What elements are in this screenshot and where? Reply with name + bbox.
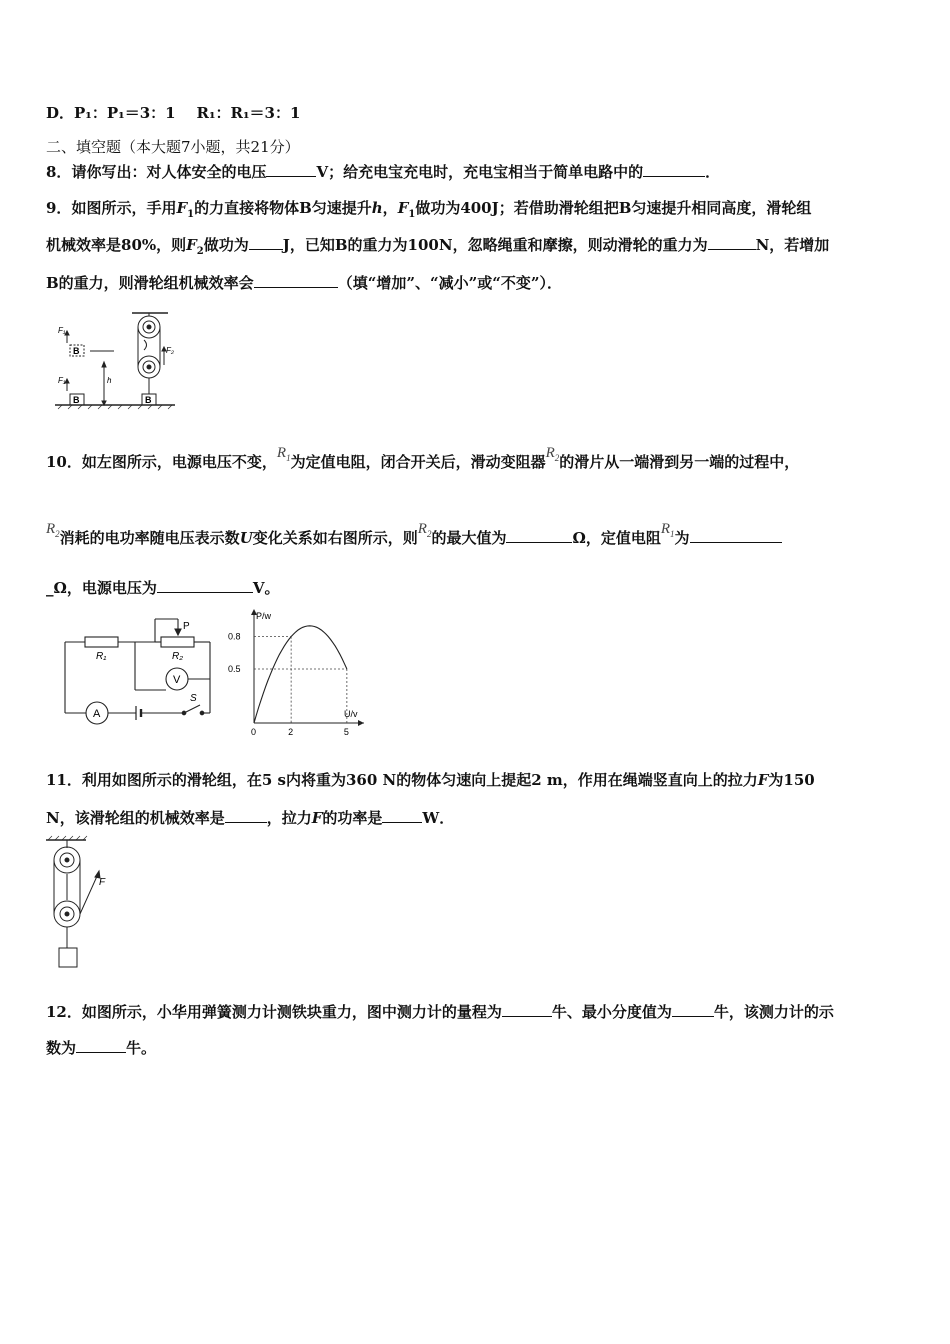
q9-text: B的重力，则滑轮组机械效率会	[46, 274, 254, 292]
fig-f1-label: F₁	[58, 376, 66, 385]
q10-r2-symbol: R	[46, 521, 56, 537]
circuit-a-label: A	[93, 708, 101, 720]
question-12-line-1	[46, 1001, 834, 1022]
q10-number: 10．	[46, 453, 82, 471]
q12-text: 牛。	[126, 1039, 157, 1057]
circuit-p-label: P	[183, 621, 190, 632]
q10-u-symbol: U	[239, 529, 253, 547]
q10-blank-1[interactable]	[506, 530, 572, 543]
q11-text: N，该滑轮组的机械效率是	[46, 809, 225, 827]
q8-number: 8．	[46, 163, 72, 181]
q10-text: 的滑片从一端滑到另一端的过程中，	[559, 453, 800, 471]
x-tick-label: 5	[343, 727, 349, 737]
fig-block-label: B	[73, 346, 80, 356]
q11-number: 11．	[46, 771, 82, 789]
question-10-line-3	[46, 577, 280, 598]
circuit-s-label: S	[190, 693, 197, 704]
q7-option-d	[46, 102, 300, 123]
q11-text: 利用如图所示的滑轮组，在5 s内将重为360 N的物体匀速向上提起2 m，作用在绳端竖直向上的拉力	[81, 771, 758, 789]
q8-text-b: V；给充电宝充电时，充电宝相当于简单电路中的	[316, 163, 644, 181]
q11-text: 为150	[768, 771, 815, 789]
q10-text: 的最大值为	[431, 529, 507, 547]
weight-block	[59, 948, 77, 967]
q9-f2-symbol: F	[186, 236, 197, 254]
question-9-line-3	[46, 272, 562, 293]
q12-number: 12．	[46, 1003, 82, 1021]
q9-text: ，	[382, 199, 398, 217]
x-axis-label: U/v	[344, 709, 358, 719]
q11-text: ，拉力	[266, 809, 312, 827]
q9-text: 做功为400J；若借助滑轮组把B匀速提升相同高度，滑轮组	[415, 199, 812, 217]
fig-block-label: B	[73, 395, 80, 405]
q11-text: W．	[422, 809, 455, 827]
q12-blank-2[interactable]	[672, 1004, 714, 1017]
q10-text: V。	[252, 579, 280, 597]
question-10-line-2: $R_2$消耗的电功率随电压表示数U变化关系如右图所示，则$R_2$的最大值为 Ω，定值电阻$R_1$为	[46, 527, 782, 549]
fig-f2-label: F₂	[166, 346, 174, 355]
q10-r1-symbol: R	[660, 521, 671, 537]
question-8	[46, 161, 720, 182]
q10-text: 为定值电阻，闭合开关后，滑动变阻器	[290, 453, 546, 471]
q10-r2-symbol: R	[545, 445, 555, 461]
q9-f1-symbol: F	[176, 199, 188, 217]
q9-text: 做功为	[203, 236, 249, 254]
r2-rheostat	[161, 637, 194, 647]
q7-option-r-ratio: R₁：R₁＝3：1	[196, 104, 301, 122]
q11-pulley-figure	[42, 834, 122, 974]
q10-text: Ω，定值电阻	[572, 529, 661, 547]
q9-f1-symbol: F	[397, 199, 409, 217]
q12-text: 牛，该测力计的示	[713, 1003, 834, 1021]
q8-text-c: ．	[705, 163, 721, 181]
q9-text: N，若增加	[755, 236, 830, 254]
fig-f1-label: F₁	[58, 326, 66, 335]
y-tick-label: 0.5	[228, 664, 241, 674]
q12-text: 牛、最小分度值为	[551, 1003, 672, 1021]
circuit-r1-label: R₁	[96, 651, 107, 662]
circuit-r2-label: R₂	[172, 651, 184, 662]
q10-circuit-diagram	[60, 615, 240, 727]
q10-power-voltage-chart	[226, 603, 372, 737]
q11-blank-1[interactable]	[225, 810, 267, 823]
q10-text: _Ω，电源电压为	[46, 579, 157, 597]
fig-h-label: h	[107, 376, 112, 385]
y-axis-label: P/w	[256, 611, 272, 621]
q8-text-a: 请你写出：对人体安全的电压	[71, 163, 267, 181]
q7-option-label: D．	[46, 104, 75, 122]
question-9-line-1: 9．如图所示，手用$F_1$的力直接将物体B匀速提升h，$F_1$做功为400J；若借助滑轮组把B匀速提升相同高度，滑轮组	[46, 199, 812, 220]
fig-block-label: B	[145, 395, 152, 405]
x-tick-label: 2	[288, 727, 294, 737]
q10-text: 如左图所示，电源电压不变，	[81, 453, 277, 471]
q9-blank-1[interactable]	[249, 237, 283, 250]
question-11-line-1	[46, 769, 815, 790]
power-curve	[254, 626, 347, 723]
q10-r1-symbol: R	[276, 445, 287, 461]
question-11-line-2	[46, 807, 454, 828]
q12-text: 如图所示，小华用弹簧测力计测铁块重力，图中测力计的量程为	[81, 1003, 502, 1021]
q10-r2-symbol: R	[417, 521, 427, 537]
q10-text: 消耗的电功率随电压表示数	[59, 529, 240, 547]
q7-option-p-ratio: P₁：P₁＝3：1	[74, 104, 176, 122]
q10-text: 为	[674, 529, 690, 547]
q9-blank-2[interactable]	[708, 237, 756, 250]
question-9-line-2: 机械效率是80%，则$F_2$做功为 J，已知B的重力为100N，忽略绳重和摩擦，则动滑轮的重力为 N，若增加	[46, 236, 830, 257]
q10-text: 变化关系如右图所示，则	[252, 529, 418, 547]
q11-text: 的功率是	[322, 809, 383, 827]
q12-blank-3[interactable]	[76, 1040, 126, 1053]
q9-text: 的力直接将物体B匀速提升	[194, 199, 372, 217]
q9-text: 如图所示，手用	[71, 199, 177, 217]
q8-blank-1[interactable]	[266, 164, 316, 177]
switch	[184, 705, 200, 713]
q12-blank-1[interactable]	[502, 1004, 552, 1017]
q8-blank-2[interactable]	[643, 164, 705, 177]
q9-pulley-figure	[50, 305, 180, 411]
q9-number: 9．	[46, 199, 72, 217]
q9-blank-3[interactable]	[254, 275, 338, 288]
q10-blank-2[interactable]	[690, 530, 782, 543]
q12-text: 数为	[46, 1039, 77, 1057]
y-tick-label: 0.8	[228, 631, 241, 642]
question-10-line-1: 10．如左图所示，电源电压不变，$R_1$为定值电阻，闭合开关后，滑动变阻器$R_2$的滑片从一端滑到另一端的过程中，	[46, 445, 800, 471]
q11-f-symbol: F	[757, 771, 769, 789]
q9-text: 机械效率是80%，则	[46, 236, 187, 254]
circuit-v-label: V	[173, 674, 181, 686]
question-12-line-2	[46, 1037, 156, 1058]
q9-h-symbol: h	[371, 199, 383, 217]
q9-text: J，已知B的重力为100N，忽略绳重和摩擦，则动滑轮的重力为	[282, 236, 708, 254]
fig-f-label: F	[99, 877, 106, 888]
section-title: 二、填空题（本大题7小题，共21分）	[46, 138, 300, 156]
q9-text: （填“增加”、“减小”或“不变”）．	[337, 274, 562, 292]
q11-f-symbol: F	[311, 809, 323, 827]
r1-resistor	[85, 637, 118, 647]
x-axis-arrow	[358, 720, 364, 726]
q11-blank-2[interactable]	[382, 810, 422, 823]
q10-blank-3[interactable]	[157, 580, 253, 593]
x-tick-label: 0	[251, 727, 257, 737]
